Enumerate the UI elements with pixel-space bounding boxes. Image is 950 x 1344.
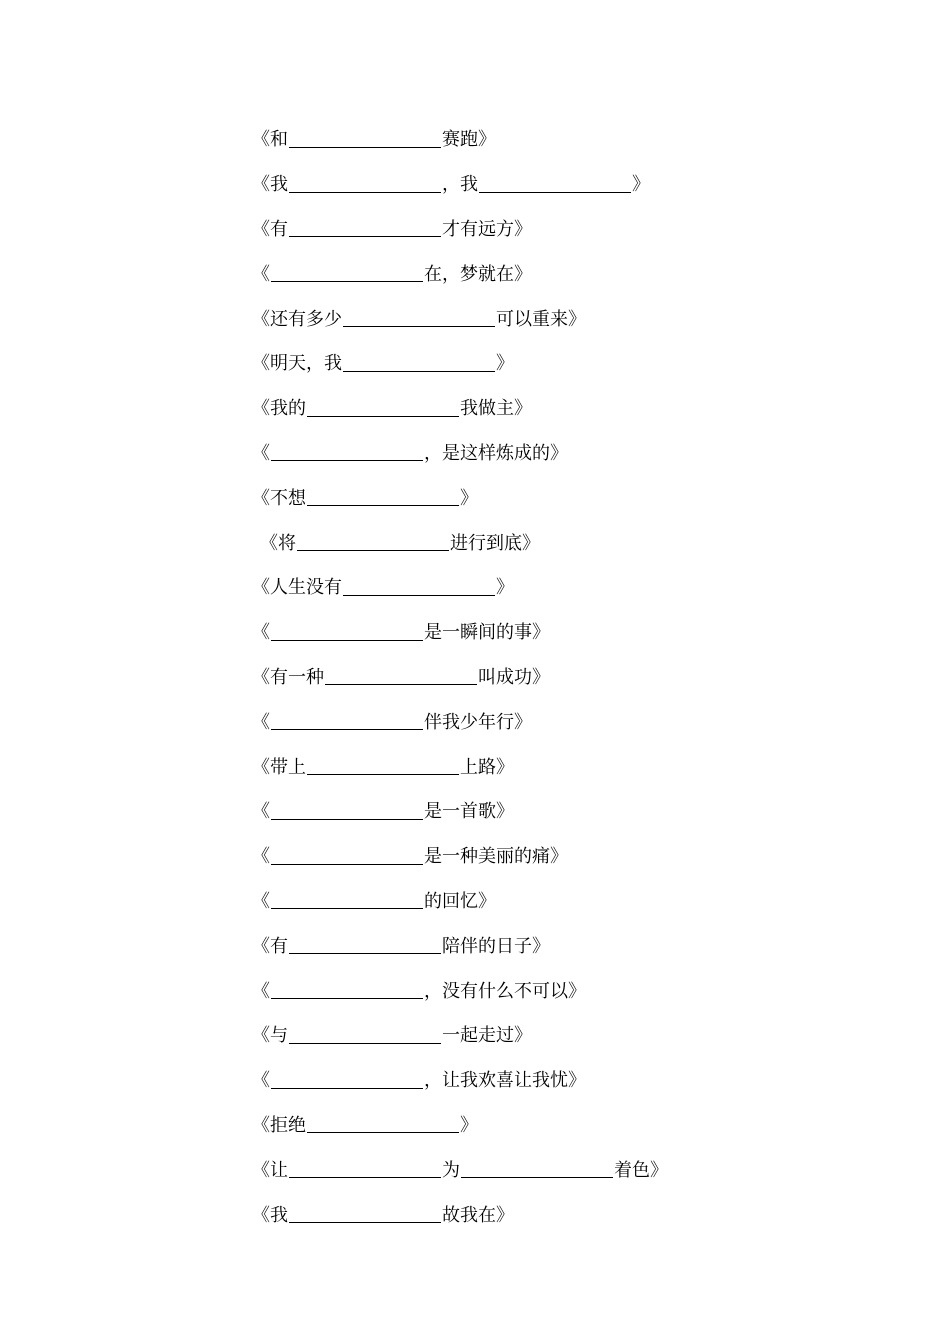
fill-in-blank: [307, 398, 459, 417]
text-segment: 》: [496, 577, 514, 599]
fill-in-blank: [271, 801, 423, 820]
text-segment: 故我在》: [442, 1204, 514, 1226]
fill-in-blank: [289, 218, 441, 237]
list-item: [252, 297, 668, 342]
text-segment: 是一种美丽的痛》: [424, 846, 568, 868]
fill-in-blank: [343, 308, 495, 327]
text-segment: 《: [252, 980, 270, 1002]
text-segment: 《和: [252, 129, 288, 151]
text-segment: 才有远方》: [442, 218, 532, 240]
list-item: [252, 880, 668, 925]
list-item: [252, 387, 668, 432]
list-item: [252, 432, 668, 477]
fill-in-blank: [271, 846, 423, 865]
fill-in-blank: [343, 353, 495, 372]
fill-in-blank: [289, 129, 441, 148]
text-segment: ，是这样炼成的》: [424, 442, 568, 464]
fill-in-blank: [307, 1114, 459, 1133]
text-segment: 进行到底》: [450, 532, 540, 554]
list-item: [252, 790, 668, 835]
text-segment: 《有: [252, 218, 288, 240]
list-item: [252, 1059, 668, 1104]
text-segment: 《与: [252, 1025, 288, 1047]
text-segment: 是一瞬间的事》: [424, 622, 550, 644]
fill-in-blank: [271, 711, 423, 730]
list-item: [252, 1148, 668, 1193]
text-segment: 《有: [252, 935, 288, 957]
fill-in-blank: [307, 756, 459, 775]
list-item: [252, 924, 668, 969]
text-segment: 《明天，我: [252, 353, 342, 375]
list-item: [252, 163, 668, 208]
text-segment: 着色》: [614, 1159, 668, 1181]
list-item: [252, 252, 668, 297]
text-segment: 》: [460, 1114, 478, 1136]
list-item: [252, 1014, 668, 1059]
text-segment: 是一首歌》: [424, 801, 514, 823]
list-item: [252, 476, 668, 521]
fill-in-blank: [289, 1159, 441, 1178]
text-segment: 《: [252, 846, 270, 868]
text-segment: 《我: [252, 1204, 288, 1226]
list-item: [252, 1104, 668, 1149]
text-segment: 《: [252, 442, 270, 464]
fill-in-blank: [271, 442, 423, 461]
fill-in-blank: [297, 532, 449, 551]
text-segment: 《我的: [252, 398, 306, 420]
fill-in-blank: [271, 890, 423, 909]
text-segment: ，我: [442, 174, 478, 196]
fill-in-blank: [289, 935, 441, 954]
list-item: [252, 208, 668, 253]
text-segment: 在，梦就在》: [424, 263, 532, 285]
list-item: [252, 1193, 668, 1238]
text-segment: 赛跑》: [442, 129, 496, 151]
text-segment: 伴我少年行》: [424, 711, 532, 733]
text-segment: 上路》: [460, 756, 514, 778]
text-segment: 》: [632, 174, 650, 196]
fill-in-blank: [289, 174, 441, 193]
title-fill-in-list: [252, 118, 668, 1238]
fill-in-blank: [271, 263, 423, 282]
text-segment: 的回忆》: [424, 890, 496, 912]
fill-in-blank: [343, 577, 495, 596]
text-segment: 《还有多少: [252, 308, 342, 330]
text-segment: 《将: [260, 532, 296, 554]
text-segment: 《: [252, 801, 270, 823]
text-segment: 一起走过》: [442, 1025, 532, 1047]
text-segment: ，让我欢喜让我忧》: [424, 1070, 586, 1092]
fill-in-blank: [289, 1204, 441, 1223]
text-segment: 《: [252, 622, 270, 644]
fill-in-blank: [461, 1159, 613, 1178]
list-item: [252, 521, 668, 566]
list-item: [252, 656, 668, 701]
text-segment: 《: [252, 890, 270, 912]
text-segment: 《: [252, 263, 270, 285]
list-item: [252, 745, 668, 790]
fill-in-blank: [479, 174, 631, 193]
text-segment: 《有一种: [252, 666, 324, 688]
text-segment: 《带上: [252, 756, 306, 778]
text-segment: 可以重来》: [496, 308, 586, 330]
list-item: [252, 835, 668, 880]
list-item: [252, 969, 668, 1014]
text-segment: 《: [252, 711, 270, 733]
list-item: [252, 118, 668, 163]
text-segment: ，没有什么不可以》: [424, 980, 586, 1002]
fill-in-blank: [271, 622, 423, 641]
fill-in-blank: [271, 1070, 423, 1089]
text-segment: 《人生没有: [252, 577, 342, 599]
text-segment: 》: [460, 487, 478, 509]
text-segment: 》: [496, 353, 514, 375]
text-segment: 叫成功》: [478, 666, 550, 688]
fill-in-blank: [325, 666, 477, 685]
list-item: [252, 342, 668, 387]
text-segment: 《不想: [252, 487, 306, 509]
text-segment: 陪伴的日子》: [442, 935, 550, 957]
fill-in-blank: [289, 1025, 441, 1044]
text-segment: 《我: [252, 174, 288, 196]
text-segment: 我做主》: [460, 398, 532, 420]
text-segment: 为: [442, 1159, 460, 1181]
text-segment: 《: [252, 1070, 270, 1092]
list-item: [252, 700, 668, 745]
list-item: [252, 566, 668, 611]
list-item: [252, 611, 668, 656]
text-segment: 《拒绝: [252, 1114, 306, 1136]
text-segment: 《让: [252, 1159, 288, 1181]
fill-in-blank: [307, 487, 459, 506]
fill-in-blank: [271, 980, 423, 999]
